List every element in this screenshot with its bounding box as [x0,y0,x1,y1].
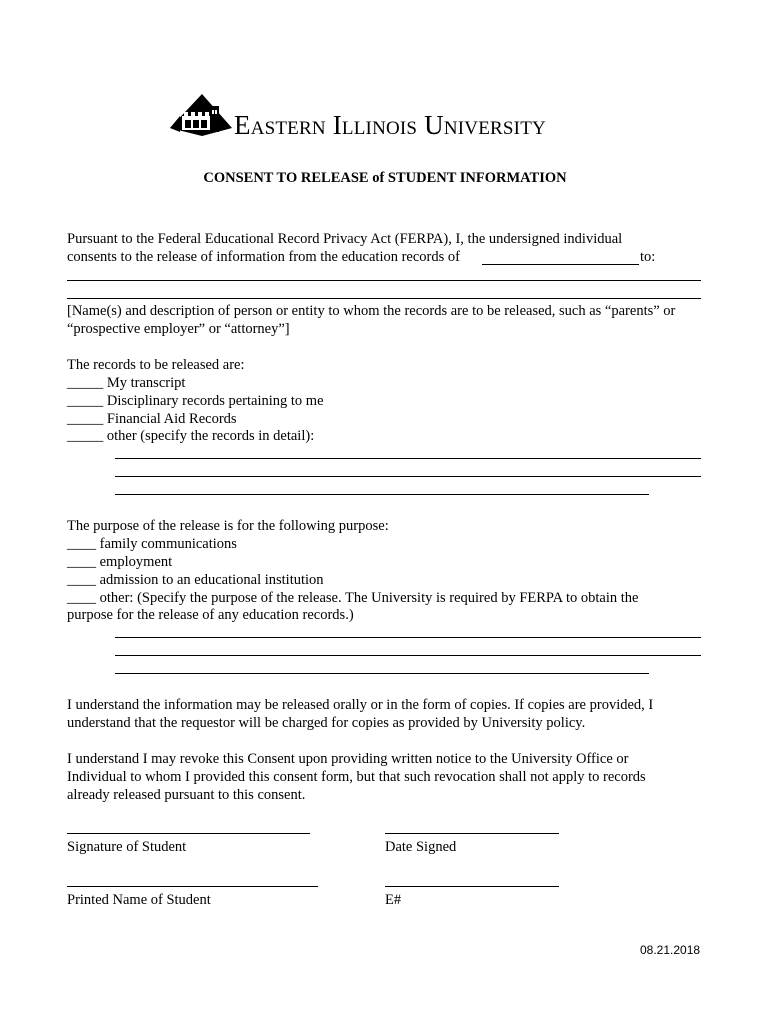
purpose-option-admission[interactable]: ____ admission to an educational institution [67,572,324,588]
recipient-note-line-1: [Name(s) and description of person or entity to whom the records are to be released, such as “parents” or [67,303,676,319]
revoke-statement-line-1: I understand I may revoke this Consent upon providing written notice to the University Office or [67,751,629,767]
purpose-option-employment[interactable]: ____ employment [67,554,173,570]
castle-logo-icon [168,92,234,148]
date-signed-label: Date Signed [385,839,457,855]
date-signed-line[interactable] [385,833,559,834]
records-heading: The records to be released are: [67,357,245,373]
intro-line-2-suffix: to: [640,249,656,265]
revoke-statement-line-3: already released pursuant to this consent. [67,787,306,803]
recipient-note-line-2: “prospective employer” or “attorney”] [67,321,290,337]
purpose-option-other[interactable]: ____ other: (Specify the purpose of the release. The University is required by FERPA to obtain the [67,590,639,606]
records-option-disciplinary[interactable]: _____ Disciplinary records pertaining to me [67,393,324,409]
revoke-statement-line-2: Individual to whom I provided this consent form, but that such revocation shall not apply to records [67,769,646,785]
printed-name-label: Printed Name of Student [67,892,211,908]
purpose-detail-line-1[interactable] [115,637,701,638]
records-option-other[interactable]: _____ other (specify the records in detail): [67,428,315,444]
recipient-blank-line-2[interactable] [67,298,701,299]
e-number-label: E# [385,892,402,908]
signature-line[interactable] [67,833,310,834]
purpose-heading: The purpose of the release is for the following purpose: [67,518,389,534]
signature-label: Signature of Student [67,839,187,855]
recipient-blank-line-1[interactable] [67,280,701,281]
purpose-option-family[interactable]: ____ family communications [67,536,237,552]
records-detail-line-1[interactable] [115,458,701,459]
form-revision-date: 08.21.2018 [640,943,701,957]
university-logo [168,92,608,148]
e-number-line[interactable] [385,886,559,887]
records-option-financial-aid[interactable]: _____ Financial Aid Records [67,411,237,427]
purpose-other-continued: purpose for the release of any education records.) [67,607,354,623]
printed-name-line[interactable] [67,886,318,887]
purpose-detail-line-3[interactable] [115,673,649,674]
purpose-detail-line-2[interactable] [115,655,701,656]
intro-line-2-prefix: consents to the release of information from the education records of [67,249,460,265]
university-wordmark: Eastern Illinois University [234,110,546,140]
student-name-blank[interactable] [482,264,639,265]
copies-statement-line-2: understand that the requestor will be charged for copies as provided by University policy. [67,715,586,731]
intro-line-1: Pursuant to the Federal Educational Record Privacy Act (FERPA), I, the undersigned individual [67,231,623,247]
records-option-transcript[interactable]: _____ My transcript [67,375,186,391]
records-detail-line-3[interactable] [115,494,649,495]
records-detail-line-2[interactable] [115,476,701,477]
form-title: CONSENT TO RELEASE of STUDENT INFORMATION [203,170,567,186]
copies-statement-line-1: I understand the information may be released orally or in the form of copies. If copies are provided, I [67,697,654,713]
